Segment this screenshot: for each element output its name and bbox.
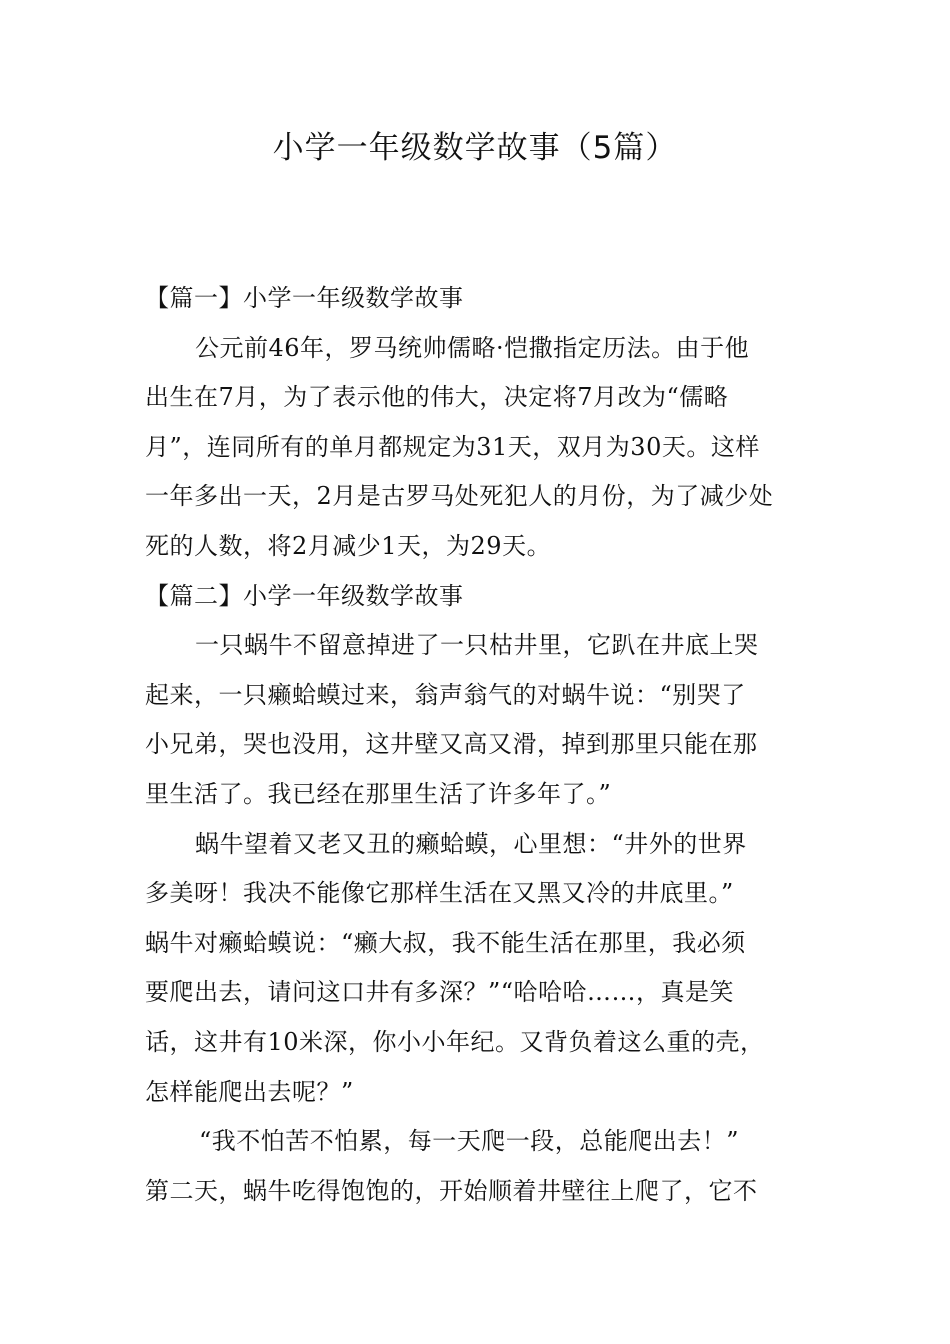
paragraph-line: 里生活了。我已经在那里生活了许多年了。”: [145, 779, 612, 808]
paragraph-line: 一年多出一天，2月是古罗马处死犯人的月份，为了减少处: [145, 482, 774, 511]
paragraph-line: 蜗牛望着又老又丑的癞蛤蟆，心里想：“井外的世界: [195, 829, 747, 858]
paragraph-line: 多美呀！我决不能像它那样生活在又黑又冷的井底里。”: [145, 879, 734, 908]
paragraph-line: 一只蜗牛不留意掉进了一只枯井里，它趴在井底上哭: [195, 631, 759, 660]
section-heading-1: 【篇一】小学一年级数学故事: [145, 284, 464, 312]
paragraph-line: 小兄弟，哭也没用，这井壁又高又滑，掉到那里只能在那: [145, 730, 758, 759]
paragraph-line: 蜗牛对癞蛤蟆说：“癞大叔，我不能生活在那里，我必须: [145, 928, 746, 957]
paragraph-line: 出生在7月，为了表示他的伟大，决定将7月改为“儒略: [145, 383, 729, 412]
paragraph-line: 怎样能爬出去呢？”: [145, 1077, 354, 1106]
paragraph-line: 月”，连同所有的单月都规定为31天，双月为30天。这样: [145, 432, 760, 461]
paragraph-line: 要爬出去，请问这口井有多深？”“哈哈哈……，真是笑: [145, 978, 735, 1007]
document-body: [145, 274, 810, 1216]
paragraph-line: “我不怕苦不怕累，每一天爬一段，总能爬出去！”: [199, 1127, 740, 1156]
document-title: 小学一年级数学故事（5篇）: [272, 130, 678, 166]
paragraph-line: 公元前46年，罗马统帅儒略·恺撒指定历法。由于他: [195, 333, 750, 362]
paragraph-line: 话，这井有10米深，你小小年纪。又背负着这么重的壳，: [145, 1027, 765, 1056]
paragraph-line: 死的人数，将2月减少1天，为29天。: [145, 531, 552, 560]
section-heading-2: 【篇二】小学一年级数学故事: [145, 581, 464, 610]
paragraph-line: 第二天，蜗牛吃得饱饱的，开始顺着井壁往上爬了，它不: [145, 1176, 758, 1205]
paragraph-line: 起来，一只癞蛤蟆过来，翁声翁气的对蜗牛说：“别哭了: [145, 680, 746, 709]
